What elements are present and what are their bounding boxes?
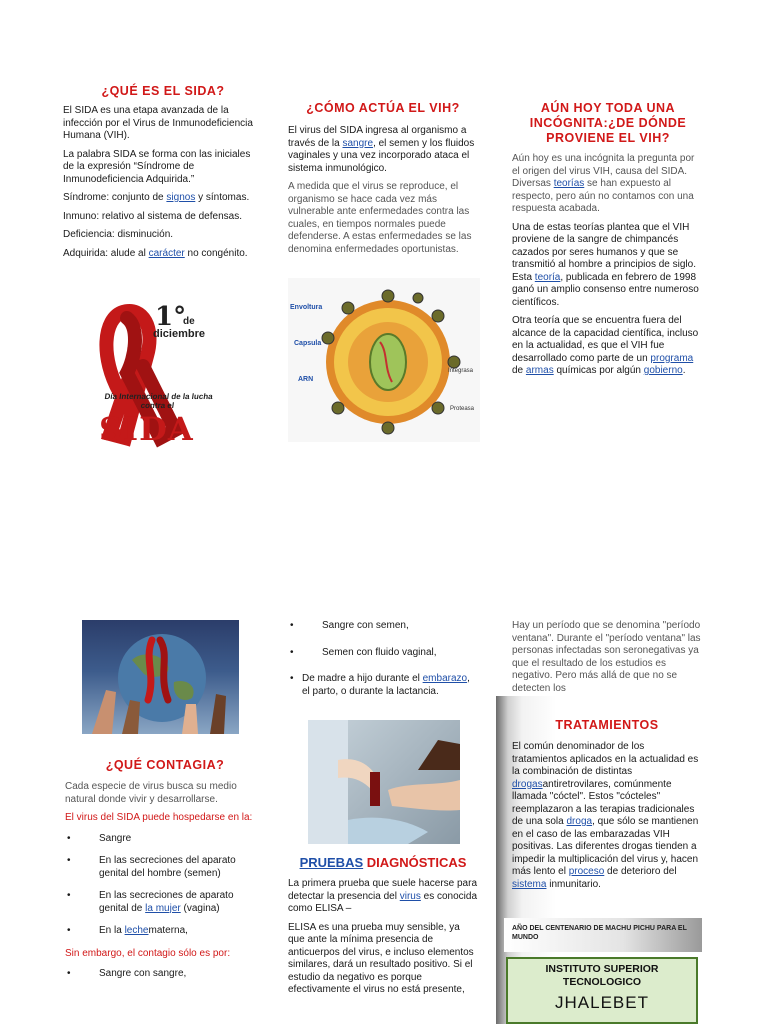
column-treatments (512, 718, 702, 897)
label-integrasa: Integrasa (448, 368, 474, 374)
text: Otra teoría que se encuentra fuera del alcance de la capacidad científica, incluso en la actualidad, es que el VIH fue desarrollado como parte de un (512, 315, 699, 364)
list-item (79, 968, 265, 981)
link-virus[interactable]: virus (399, 890, 421, 902)
paragraph (512, 741, 702, 891)
link-caracter[interactable]: carácter (148, 247, 185, 259)
contagion-list (65, 968, 265, 981)
list-item (302, 620, 476, 633)
text: no congénito. (184, 247, 248, 259)
list-item (79, 890, 265, 915)
text: En las secreciones del aparato genital del hombre (semen) (99, 855, 236, 879)
paragraph (512, 315, 704, 378)
link-signos[interactable]: signos (166, 192, 196, 203)
link-teoria[interactable]: teoría (534, 271, 561, 283)
text: se han expuesto al respecto, pero aún no contamos con una respuesta acabada. (512, 178, 694, 214)
link-teorias[interactable]: teorías (553, 178, 585, 189)
paragraph (63, 192, 263, 205)
heading-what-transmits: ¿QUÉ CONTAGIA? (105, 758, 225, 772)
list-item (79, 833, 265, 846)
globe-hands-illustration (82, 620, 239, 734)
link-pruebas[interactable]: PRUEBAS (299, 855, 364, 870)
blood-draw-illustration (308, 720, 460, 844)
year-note: AÑO DEL CENTENARIO DE MACHU PICHU PARA EL MUNDO (512, 925, 687, 941)
paragraph: El SIDA es una etapa avanzada de la infección por el Virus de Inmunodeficiencia Humana (VIH). (63, 105, 253, 141)
hiv-virus-diagram (288, 278, 480, 442)
text: Una de estas teorías plantea que el VIH proviene de la sangre de chimpancés cazados por seres humanos y que se transmitió al hombre a principios de siglo. Esta (512, 221, 696, 283)
ribbon-sida: SIDA (99, 410, 194, 448)
heading-how-hiv-works: ¿CÓMO ACTÚA EL VIH? (306, 101, 460, 115)
text: De madre a hijo durante el (302, 673, 423, 684)
hands-globe-image (82, 620, 239, 734)
list-item (79, 925, 265, 938)
link-sistema[interactable]: sistema (512, 878, 547, 890)
text: (vagina) (180, 902, 220, 914)
paragraph: ELISA es una prueba muy sensible, ya que ante la mínima presencia de anticuerpos del virus, e incluso elementos similares, dará un resultado positivo. Si el estudio da negativo es porque efectivamente el virus no está presente, (288, 921, 474, 995)
text: Síndrome: conjunto de (63, 192, 167, 203)
link-drogas[interactable]: drogas (512, 778, 543, 790)
column-what-is-aids (63, 84, 263, 266)
list-item (79, 855, 265, 880)
ribbon-de: de (183, 316, 195, 327)
paragraph: Sin embargo, el contagio sólo es por: (65, 947, 231, 959)
institute-student-name: JHALEBET (555, 993, 649, 1012)
heading-treatments: TRATAMIENTOS (555, 718, 659, 732)
text: En la (99, 925, 125, 936)
text: de deterioro del (604, 866, 677, 877)
paragraph: Hay un período que se denomina "período ventana". Durante el "período ventana" las personas infectadas son seronegativas ya que el resultado de los estudios es negativo. Pero más allá de que no se detecten los (512, 620, 701, 694)
link-leche[interactable]: leche (124, 925, 149, 936)
link-proceso[interactable]: proceso (568, 866, 605, 877)
text: Adquirida: alude al (63, 247, 149, 259)
text: Aún hoy es una incógnita la pregunta por el origen del virus VIH, causa del SIDA. Diversas (512, 153, 695, 189)
year-note-banner (504, 918, 702, 952)
text: Sangre con semen, (322, 620, 409, 631)
hosting-list (65, 833, 265, 938)
text: , el semen y los fluidos vaginales y una vez incorporado ataca el sistema inmunológico. (288, 137, 475, 174)
column-window-period (512, 620, 702, 701)
text: El virus del SIDA ingresa al organismo a través de la (288, 125, 467, 149)
link-armas[interactable]: armas (525, 365, 554, 376)
text: , publicada en febrero de 1998 ganó un amplio consenso entre numeroso científicos. (512, 271, 699, 308)
paragraph (288, 878, 478, 916)
text: DIAGNÓSTICAS (363, 855, 467, 870)
text: . (682, 365, 686, 376)
label-capsula: Capsula (294, 340, 322, 347)
paragraph (512, 153, 704, 216)
list-item (302, 647, 476, 660)
column-how-hiv-works (288, 101, 478, 262)
text: La primera prueba que suele hacerse para detectar la presencia del (288, 878, 478, 902)
paragraph: A medida que el virus se reproduce, el organismo se hace cada vez más vulnerable ante enfermedades contra las cuales, en tiempos normales puede defenderse. A estas enfermedades se las denomina enfermedades oportunistas. (288, 181, 472, 255)
world-aids-day-image (65, 298, 233, 450)
label-envoltura: Envoltura (290, 304, 323, 311)
heading-diagnostic-tests (288, 855, 478, 871)
list-item (302, 673, 476, 698)
text: El común denominador de los tratamientos aplicados en la actualidad es la combinación de distintas (512, 741, 699, 777)
contagion-list-continued (288, 620, 476, 698)
link-droga[interactable]: droga (566, 816, 593, 827)
column-origin-of-hiv (512, 101, 704, 384)
paragraph (512, 222, 704, 310)
text: es conocida como ELISA – (288, 890, 478, 914)
virus-illustration (288, 278, 480, 442)
label-arn: ARN (298, 376, 314, 383)
paragraph (63, 248, 263, 261)
ribbon-day: 1° (155, 302, 187, 332)
heading-what-is-aids: ¿QUÉ ES EL SIDA? (101, 84, 225, 98)
text: químicas por algún (553, 365, 644, 376)
text: Semen con fluido vaginal, (322, 646, 437, 658)
text: Sangre con sangre, (99, 968, 187, 979)
text: antiretrovilares, comúnmente llamada "cóctel". Estos "cócteles" reemplazaron a las terapias tradicionales de una sola (512, 778, 695, 827)
text: y síntomas. (195, 192, 250, 203)
paragraph (288, 125, 478, 175)
paragraph: La palabra SIDA se forma con las iniciales de la expresión “Síndrome de Inmunodeficiencia Adquirida.” (63, 148, 251, 185)
paragraph: Deficiencia: disminución. (63, 229, 174, 240)
link-programa[interactable]: programa (650, 352, 694, 364)
label-proteasa: Proteasa (450, 406, 475, 412)
ribbon-caption: Día Internacional de la lucha contra el (103, 392, 214, 410)
link-sangre[interactable]: sangre (342, 137, 374, 149)
paragraph: El virus del SIDA puede hospedarse en la: (65, 812, 253, 823)
column-what-transmits (65, 758, 265, 991)
link-embarazo[interactable]: embarazo (422, 673, 468, 684)
institute-name: INSTITUTO SUPERIOR TECNOLOGICO (545, 963, 659, 988)
paragraph: Cada especie de virus busca su medio natural donde vivir y desarrollarse. (65, 781, 237, 805)
text: , el parto, o durante la lactancia. (302, 673, 470, 697)
institute-box (506, 957, 698, 1024)
column-diagnostic-tests (288, 620, 476, 708)
text: En las secreciones de aparato genital de (99, 890, 234, 914)
link-la-mujer[interactable]: la mujer (145, 902, 181, 914)
text: materna, (148, 925, 188, 936)
heading-origin-of-hiv: AÚN HOY TODA UNA INCÓGNITA:¿DE DÓNDE PROVIENE EL VIH? (529, 101, 687, 145)
ribbon-month: diciembre (153, 328, 205, 340)
blood-test-image (308, 720, 460, 844)
text: inmunitario. (546, 878, 601, 890)
link-gobierno[interactable]: gobierno (643, 365, 683, 376)
column-diagnostic-tests-text (288, 855, 478, 1003)
text: Sangre (99, 832, 132, 844)
text: de (512, 365, 526, 376)
text: , que sólo se mantienen en el caso de las embarazadas VIH positivas. Las diferentes drogas tienden a impedir la multiplicación del virus y, hacen más lento el (512, 816, 699, 877)
paragraph: Inmuno: relativo al sistema de defensas. (63, 210, 242, 222)
